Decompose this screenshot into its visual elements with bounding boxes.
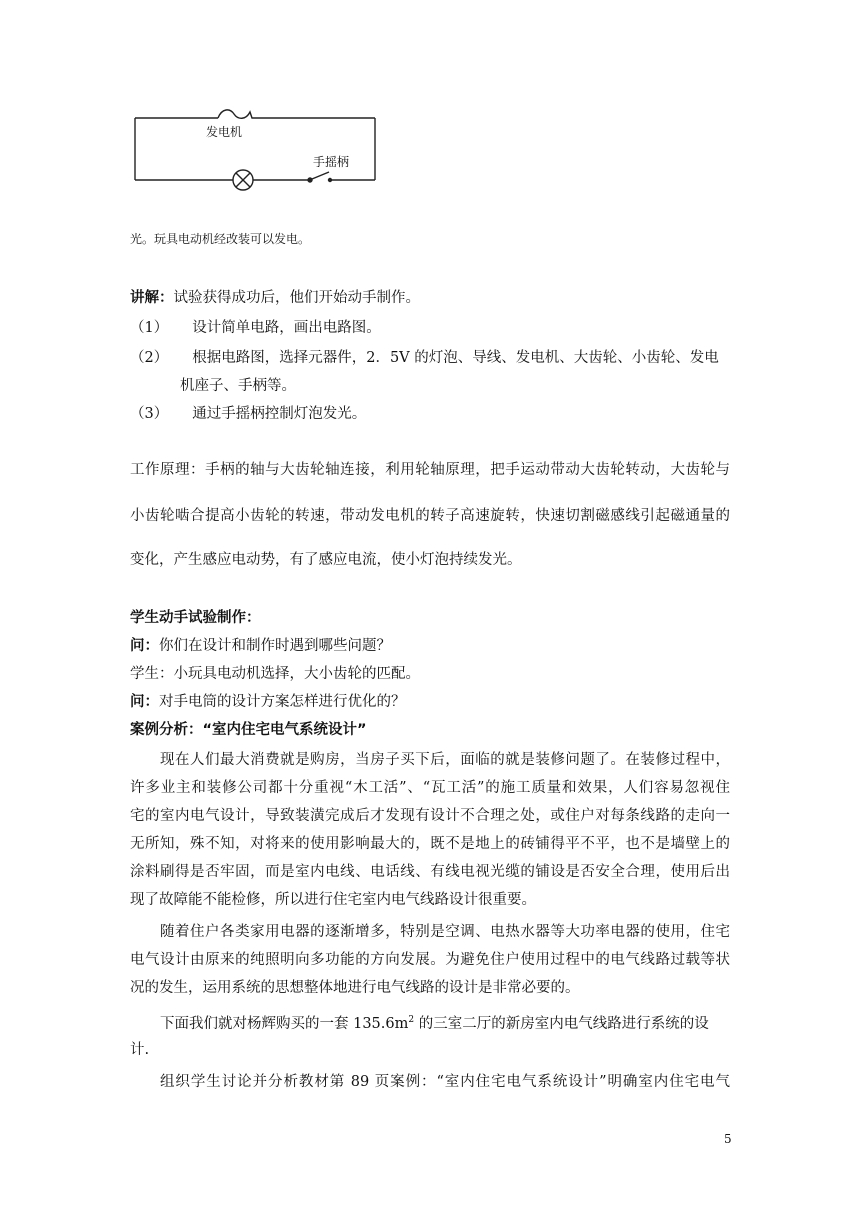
principle-line-3: 变化，产生感应电动势，有了感应电流，使小灯泡持续发光。 [130,552,522,568]
step-number: （3） [130,406,169,422]
step-number: （2） [130,350,169,366]
step-text: 设计简单电路，画出电路图。 [192,320,381,336]
question-label: 问： [130,638,159,654]
case-p3-line: 下面我们就对杨辉购买的一套 $135.6m^2$ 的三室二厅的新房室内电气线路进行系统的设 [160,1015,709,1032]
principle-line-2: 小齿轮啮合提高小齿轮的转速，带动发电机的转子高速旋转，快速切割磁感线引起磁通量的 [130,508,730,524]
step-text: 通过手摇柄控制灯泡发光。 [192,406,367,422]
step-2 [130,348,719,368]
case-p1-line: 宅的室内电气设计，导致装潢完成后才发现有设计不合理之处，或住户对每条线路的走向一 [130,808,730,824]
question-text: 你们在设计和制作时遇到哪些问题？ [159,638,391,654]
generator-label: 发电机 [206,125,243,139]
explain-intro: 试验获得成功后，他们开始动手制作。 [173,290,420,306]
case-p1-line: 无所知，殊不知，对将来的使用影响最大的，既不是地上的砖铺得平不平，也不是墙壁上的 [130,836,730,852]
question-1 [130,636,391,656]
step-1 [130,318,381,338]
case-p2-line: 电气设计由原来的纯照明向多功能的方向发展。为避免住户使用过程中的电气线路过载等状 [130,952,730,968]
circuit-top-wire [135,110,375,118]
question-2 [130,692,406,712]
case-p3-cont: 计. [130,1042,150,1058]
case-p1-line: 涂料刷得是否牢固，而是室内电线、电话线、有线电视光缆的铺设是否安全合理，使用后出 [130,864,730,880]
step-text: 根据电路图，选择元器件，2．5V 的灯泡、导线、发电机、大齿轮、小齿轮、发电 [192,350,719,366]
case-p1-line: 许多业主和装修公司都十分重视“木工活”、“瓦工活”的施工质量和效果，人们容易忽视住 [130,780,730,796]
case-p1-line: 现了故障能不能检修，所以进行住宅室内电气线路设计很重要。 [130,892,536,908]
case-p2-line: 随着住户各类家用电器的逐渐增多，特别是空调、电热水器等大功率电器的使用，住宅 [160,924,730,940]
diagram-caption: 光。玩具电动机经改装可以发电。 [130,232,311,246]
step-2-cont: 机座子、手柄等。 [180,378,296,394]
switch-icon [312,172,329,179]
answer-1: 学生：小玩具电动机选择，大小齿轮的匹配。 [130,666,420,682]
case-heading: 案例分析：“室内住宅电气系统设计” [130,722,367,738]
case-p4-line: 组织学生讨论并分析教材第 89 页案例：“室内住宅电气系统设计”明确室内住宅电气 [160,1074,730,1090]
circuit-diagram [130,100,380,195]
explain-line [130,288,420,308]
principle-line-1: 工作原理：手柄的轴与大齿轮轴连接，利用轮轴原理，把手运动带动大齿轮转动，大齿轮与 [130,462,730,478]
question-text: 对手电筒的设计方案怎样进行优化的？ [159,694,406,710]
case-p1-line: 现在人们最大消费就是购房，当房子买下后，面临的就是装修问题了。在装修过程中， [160,752,730,768]
step-3 [130,404,366,424]
page-number: 5 [724,1132,732,1146]
explain-heading: 讲解： [130,290,174,306]
question-label: 问： [130,694,159,710]
practice-heading: 学生动手试验制作： [130,610,261,626]
case-p2-line: 况的发生，运用系统的思想整体地进行电气线路的设计是非常必要的。 [130,980,580,996]
handle-label: 手摇柄 [313,155,350,169]
step-number: （1） [130,320,169,336]
